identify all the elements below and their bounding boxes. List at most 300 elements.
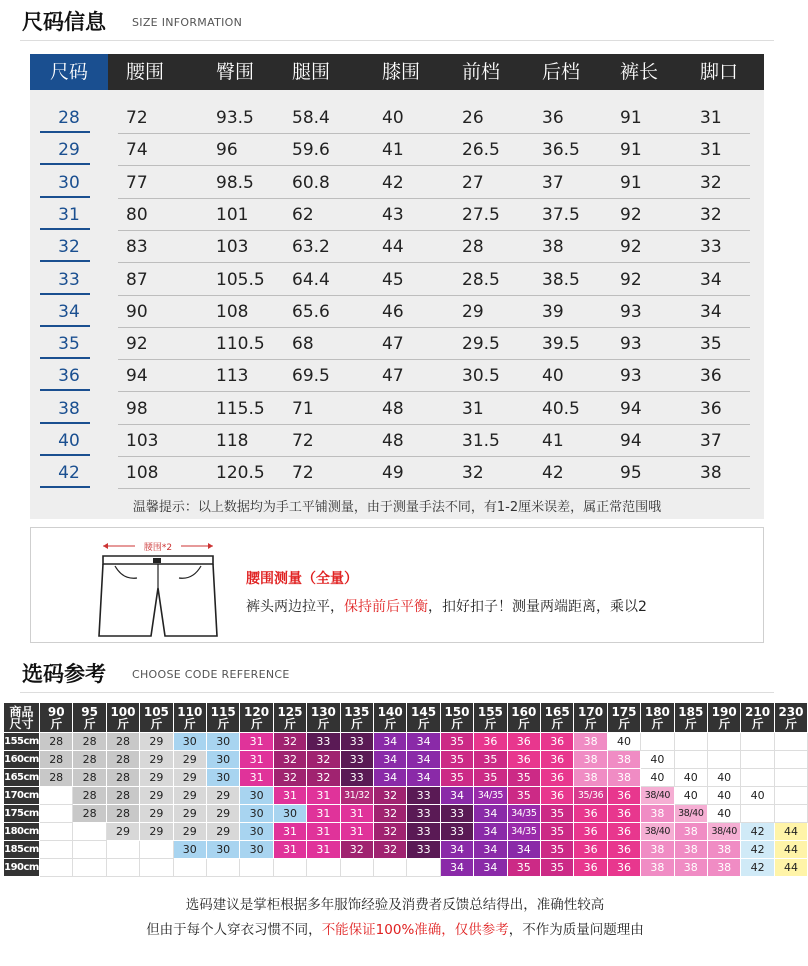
size-cell (30, 264, 108, 296)
table-cell (700, 457, 722, 489)
size-suggestion-cell (40, 805, 73, 823)
table-cell (700, 360, 722, 392)
column-header: 后档 (542, 61, 581, 83)
size-suggestion-cell: 33 (407, 805, 440, 823)
size-suggestion-cell: 38/40 (675, 805, 708, 823)
size-suggestion-cell: 28 (107, 787, 140, 805)
size-suggestion-cell: 34 (441, 859, 474, 877)
size-suggestion-cell: 38 (675, 841, 708, 859)
table-cell (292, 328, 314, 360)
table-row (30, 134, 764, 166)
cell-value: 41 (542, 431, 564, 451)
size-suggestion-cell: 31 (240, 751, 273, 769)
size-suggestion-cell: 32 (274, 769, 307, 787)
cell-value: 28 (58, 108, 80, 128)
table-row (30, 296, 764, 328)
size-suggestion-cell: 42 (741, 859, 774, 877)
size-suggestion-cell (40, 841, 73, 859)
size-cell (30, 425, 108, 457)
cell-value: 64.4 (292, 269, 330, 290)
cell-value: 30.5 (462, 366, 500, 387)
cell-value: 36.5 (542, 140, 580, 161)
table-cell (462, 296, 484, 328)
height-label: 190cm (4, 859, 40, 877)
cell-value: 36 (58, 366, 80, 387)
size-suggestion-cell (274, 859, 307, 877)
cell-value: 38 (58, 398, 80, 419)
weight-header (741, 703, 774, 733)
weight-unit: 斤 (217, 717, 230, 731)
cell-value: 83 (126, 237, 148, 258)
weight-value: 170 (578, 705, 604, 719)
cell-value: 63.2 (292, 237, 330, 258)
size-suggestion-cell: 35 (508, 769, 541, 787)
size-info-title: 尺码信息 (22, 10, 106, 34)
size-suggestion-cell: 42 (741, 823, 774, 841)
table-row (30, 264, 764, 296)
weight-unit: 斤 (651, 717, 664, 731)
table-cell (216, 199, 248, 231)
cell-value: 47 (382, 366, 404, 387)
weight-header (374, 703, 407, 733)
size-suggestion-cell: 36 (508, 751, 541, 769)
table-cell (382, 360, 404, 392)
size-underline (40, 228, 90, 230)
size-suggestion-cell: 30 (274, 805, 307, 823)
cell-value: 38.5 (542, 269, 580, 290)
size-suggestion-cell: 28 (73, 787, 106, 805)
footer-line-1: 选码建议是掌柜根据多年服饰经验及消费者反馈总结得出，准确性较高 (185, 897, 605, 913)
cell-value: 98 (126, 398, 148, 419)
size-suggestion-cell: 29 (174, 805, 207, 823)
size-suggestion-cell: 31/32 (341, 787, 374, 805)
waist-diagram-label: 腰围*2 (143, 543, 173, 553)
column-header: 腰围 (126, 61, 165, 83)
cell-value: 31 (700, 140, 722, 161)
size-underline (40, 389, 90, 391)
table-cell (292, 231, 330, 263)
size-cell (30, 296, 108, 328)
size-underline (40, 486, 90, 488)
cell-value: 40.5 (542, 398, 580, 419)
cell-value: 95 (620, 463, 642, 484)
size-suggestion-cell: 33 (341, 751, 374, 769)
size-suggestion-cell: 44 (775, 823, 808, 841)
size-table-header (30, 54, 764, 90)
desc-part: 裤头两边拉平， (246, 599, 344, 615)
size-suggestion-cell: 34/35 (474, 787, 507, 805)
size-suggestion-cell: 34 (407, 751, 440, 769)
size-suggestion-cell: 40 (741, 787, 774, 805)
size-suggestion-cell: 35 (474, 751, 507, 769)
cell-value: 90 (126, 301, 148, 322)
size-suggestion-cell: 38 (574, 751, 607, 769)
size-suggestion-cell: 33 (407, 841, 440, 859)
cell-value: 118 (216, 431, 249, 451)
size-suggestion-cell: 36 (474, 733, 507, 751)
cell-value: 31 (462, 398, 484, 419)
size-suggestion-cell: 31 (274, 823, 307, 841)
size-suggestion-cell: 40 (708, 769, 741, 787)
cell-value: 91 (620, 108, 642, 128)
cell-value: 105.5 (216, 269, 265, 290)
size-cell (30, 328, 108, 360)
weight-value: 95 (81, 705, 98, 719)
table-cell (382, 102, 404, 134)
height-label: 175cm (4, 805, 40, 823)
size-suggestion-cell: 34 (474, 841, 507, 859)
weight-header (441, 703, 474, 733)
size-cell (30, 167, 108, 199)
weight-value: 135 (344, 705, 370, 719)
table-cell (126, 296, 148, 328)
size-suggestion-cell: 34 (407, 769, 440, 787)
size-suggestion-cell: 28 (73, 733, 106, 751)
size-suggestion-cell: 38/40 (641, 823, 674, 841)
size-suggestion-cell (40, 787, 73, 805)
cell-value: 38 (542, 237, 564, 258)
weight-header (508, 703, 541, 733)
size-cell (30, 457, 108, 489)
cell-value: 42 (382, 172, 404, 193)
size-suggestion-cell: 40 (641, 769, 674, 787)
cell-value: 42 (542, 463, 564, 484)
size-cell (30, 360, 108, 392)
grid-corner (4, 703, 40, 733)
size-underline (40, 293, 90, 295)
size-suggestion-cell: 33 (441, 823, 474, 841)
size-info-subtitle: SIZE INFORMATION (132, 16, 243, 29)
size-suggestion-cell: 28 (73, 751, 106, 769)
table-cell (292, 425, 314, 457)
table-cell (462, 393, 484, 425)
table-cell (542, 134, 580, 166)
cell-value: 33 (58, 269, 80, 290)
weight-header (775, 703, 808, 733)
size-suggestion-cell (174, 859, 207, 877)
table-cell (292, 134, 330, 166)
table-cell (462, 264, 500, 296)
cell-value: 108 (216, 301, 249, 322)
weight-value: 110 (177, 705, 203, 719)
weight-header (675, 703, 708, 733)
table-cell (620, 360, 642, 392)
size-suggestion-cell: 36 (608, 841, 641, 859)
cell-value: 32 (58, 237, 80, 258)
size-suggestion-cell: 42 (741, 841, 774, 859)
table-cell (542, 425, 564, 457)
size-suggestion-cell: 35/36 (574, 787, 607, 805)
weight-unit: 斤 (517, 717, 530, 731)
size-suggestion-cell: 33 (307, 733, 340, 751)
size-suggestion-cell: 30 (207, 751, 240, 769)
size-underline (40, 131, 90, 133)
weight-unit: 斤 (116, 717, 129, 731)
weight-header (274, 703, 307, 733)
size-suggestion-cell: 30 (240, 823, 273, 841)
row-divider (118, 488, 750, 489)
table-cell (542, 231, 564, 263)
size-suggestion-cell: 40 (675, 787, 708, 805)
size-suggestion-cell: 40 (708, 787, 741, 805)
size-suggestion-cell: 38 (608, 751, 641, 769)
cell-value: 32 (700, 204, 722, 225)
weight-header (407, 703, 440, 733)
table-cell (292, 102, 330, 134)
weight-header (107, 703, 140, 733)
size-suggestion-cell: 36 (541, 787, 574, 805)
table-cell (700, 264, 722, 296)
size-suggestion-cell: 36 (541, 733, 574, 751)
size-suggestion-cell: 29 (174, 823, 207, 841)
size-suggestion-cell: 32 (307, 769, 340, 787)
size-suggestion-cell: 28 (107, 733, 140, 751)
weight-value: 150 (444, 705, 470, 719)
cell-value: 60.8 (292, 172, 330, 193)
size-suggestion-cell: 36 (574, 859, 607, 877)
table-cell (542, 102, 564, 134)
table-cell (126, 167, 148, 199)
size-suggestion-cell: 35 (508, 859, 541, 877)
column-header: 臀围 (216, 61, 255, 83)
size-suggestion-cell: 38 (641, 841, 674, 859)
size-suggestion-cell: 38 (641, 805, 674, 823)
size-suggestion-cell: 32 (274, 751, 307, 769)
cell-value: 40 (382, 108, 404, 128)
weight-value: 210 (745, 705, 771, 719)
table-cell (382, 199, 404, 231)
table-cell (462, 102, 484, 134)
table-row (30, 231, 764, 263)
size-suggestion-cell (140, 859, 173, 877)
table-cell (700, 167, 722, 199)
corner-label: 尺寸 (9, 717, 34, 731)
size-suggestion-cell: 29 (140, 787, 173, 805)
size-suggestion-cell: 28 (40, 733, 73, 751)
weight-value: 155 (477, 705, 503, 719)
table-cell (462, 134, 500, 166)
table-cell (700, 199, 722, 231)
size-suggestion-cell: 31 (240, 733, 273, 751)
size-suggestion-cell: 29 (174, 769, 207, 787)
table-cell (382, 264, 404, 296)
weight-header (708, 703, 741, 733)
size-suggestion-cell (73, 823, 106, 841)
table-cell (292, 393, 314, 425)
weight-header (307, 703, 340, 733)
size-suggestion-cell: 35 (541, 823, 574, 841)
weight-header (341, 703, 374, 733)
cell-value: 37.5 (542, 204, 580, 225)
table-cell (620, 393, 642, 425)
cell-value: 101 (216, 204, 249, 225)
size-suggestion-cell: 30 (240, 805, 273, 823)
waist-measure-title: 腰围测量（全量） (246, 571, 358, 587)
table-cell (462, 360, 500, 392)
size-suggestion-cell: 31 (307, 805, 340, 823)
size-suggestion-cell: 33 (341, 733, 374, 751)
table-cell (462, 328, 500, 360)
size-suggestion-cell: 30 (174, 841, 207, 859)
cell-value: 91 (620, 172, 642, 193)
size-underline (40, 454, 90, 456)
cell-value: 26 (462, 108, 484, 128)
size-suggestion-cell: 28 (107, 769, 140, 787)
size-suggestion-cell: 38 (675, 859, 708, 877)
size-suggestion-cell: 29 (207, 823, 240, 841)
corner-label: 商品 (9, 705, 34, 719)
weight-value: 100 (110, 705, 136, 719)
size-suggestion-cell: 30 (240, 841, 273, 859)
weight-unit: 斤 (484, 717, 497, 731)
size-suggestion-cell: 30 (207, 841, 240, 859)
size-suggestion-cell: 31 (274, 787, 307, 805)
cell-value: 93 (620, 334, 642, 355)
cell-value: 30 (58, 172, 80, 193)
cell-value: 35 (700, 334, 722, 355)
desc-emphasis: 保持前后平衡 (344, 599, 428, 615)
weight-value: 90 (47, 705, 65, 719)
cell-value: 80 (126, 204, 148, 225)
size-suggestion-cell (107, 859, 140, 877)
cell-value: 93 (620, 301, 642, 322)
weight-header (608, 703, 641, 733)
size-underline (40, 422, 90, 424)
weight-unit: 斤 (317, 717, 330, 731)
table-cell (620, 199, 642, 231)
cell-value: 37 (700, 431, 722, 451)
size-suggestion-cell: 29 (140, 751, 173, 769)
table-cell (126, 328, 148, 360)
cell-value: 34 (58, 301, 80, 322)
weight-unit: 斤 (684, 717, 697, 731)
cell-value: 103 (216, 237, 249, 258)
size-suggestion-cell (741, 751, 774, 769)
size-suggestion-cell (73, 859, 106, 877)
size-suggestion-cell: 32 (374, 787, 407, 805)
size-suggestion-cell: 31 (274, 841, 307, 859)
cell-value: 120.5 (216, 463, 265, 484)
table-cell (216, 425, 248, 457)
weight-header (140, 703, 173, 733)
table-cell (382, 457, 404, 489)
weight-unit: 斤 (183, 717, 196, 731)
height-label: 160cm (4, 751, 40, 769)
cell-value: 92 (620, 204, 642, 225)
height-label: 185cm (4, 841, 40, 859)
cell-value: 103 (126, 431, 159, 451)
table-cell (620, 167, 642, 199)
pants-diagram-icon (93, 532, 243, 644)
cell-value: 93 (620, 366, 642, 387)
table-row (30, 328, 764, 360)
size-suggestion-cell: 36 (574, 823, 607, 841)
cell-value: 77 (126, 172, 148, 193)
weight-header (240, 703, 273, 733)
waist-measure-box (30, 527, 764, 643)
table-cell (216, 328, 265, 360)
weight-header (574, 703, 607, 733)
size-suggestion-cell: 36 (508, 733, 541, 751)
table-cell (620, 457, 642, 489)
size-suggestion-cell: 34 (407, 733, 440, 751)
table-cell (216, 296, 248, 328)
size-suggestion-cell: 34 (474, 859, 507, 877)
size-suggestion-cell: 38 (708, 841, 741, 859)
size-suggestion-cell: 34 (441, 787, 474, 805)
size-suggestion-cell: 33 (341, 769, 374, 787)
table-row (30, 102, 764, 134)
table-cell (542, 328, 580, 360)
cell-value: 94 (126, 366, 148, 387)
size-suggestion-cell: 44 (775, 841, 808, 859)
size-suggestion-cell (708, 751, 741, 769)
table-cell (620, 328, 642, 360)
size-suggestion-cell (107, 841, 140, 859)
cell-value: 72 (292, 431, 314, 451)
size-suggestion-cell: 38 (574, 733, 607, 751)
size-suggestion-cell: 28 (40, 751, 73, 769)
size-suggestion-cell (407, 859, 440, 877)
table-cell (382, 167, 404, 199)
height-label: 180cm (4, 823, 40, 841)
table-cell (216, 264, 265, 296)
size-suggestion-cell: 29 (107, 823, 140, 841)
cell-value: 74 (126, 140, 148, 161)
size-suggestion-cell: 33 (407, 823, 440, 841)
size-table (30, 54, 764, 519)
size-suggestion-cell: 29 (207, 805, 240, 823)
reference-subtitle: CHOOSE CODE REFERENCE (132, 668, 290, 681)
size-note: 温馨提示：以上数据均为手工平铺测量，由于测量手法不同，有1-2厘米误差，属正常范围哦 (132, 500, 662, 515)
weight-header (40, 703, 73, 733)
size-cell (30, 199, 108, 231)
size-suggestion-cell: 35 (508, 787, 541, 805)
cell-value: 43 (382, 204, 404, 225)
cell-value: 65.6 (292, 301, 330, 322)
size-suggestion-cell (374, 859, 407, 877)
table-cell (700, 425, 722, 457)
size-underline (40, 260, 90, 262)
size-suggestion-cell: 35 (541, 859, 574, 877)
size-suggestion-cell: 29 (140, 805, 173, 823)
weight-value: 120 (244, 705, 270, 719)
size-suggestion-cell: 29 (140, 823, 173, 841)
size-suggestion-cell: 32 (374, 805, 407, 823)
size-suggestion-cell (741, 733, 774, 751)
cell-value: 28.5 (462, 269, 500, 290)
size-cell (30, 134, 108, 166)
size-suggestion-cell (708, 733, 741, 751)
table-cell (542, 393, 580, 425)
size-suggestion-cell: 38 (608, 769, 641, 787)
table-cell (700, 393, 722, 425)
cell-value: 71 (292, 398, 314, 419)
size-suggestion-cell: 32 (374, 841, 407, 859)
table-cell (462, 167, 484, 199)
size-suggestion-cell: 38/40 (708, 823, 741, 841)
table-cell (216, 102, 254, 134)
table-cell (620, 296, 642, 328)
cell-value: 48 (382, 398, 404, 419)
column-header: 尺码 (30, 54, 108, 90)
size-suggestion-cell (775, 733, 808, 751)
waist-measure-desc (246, 596, 647, 616)
cell-value: 37 (542, 172, 564, 193)
table-row (30, 425, 764, 457)
size-suggestion-cell: 36 (574, 841, 607, 859)
size-suggestion-cell (741, 769, 774, 787)
